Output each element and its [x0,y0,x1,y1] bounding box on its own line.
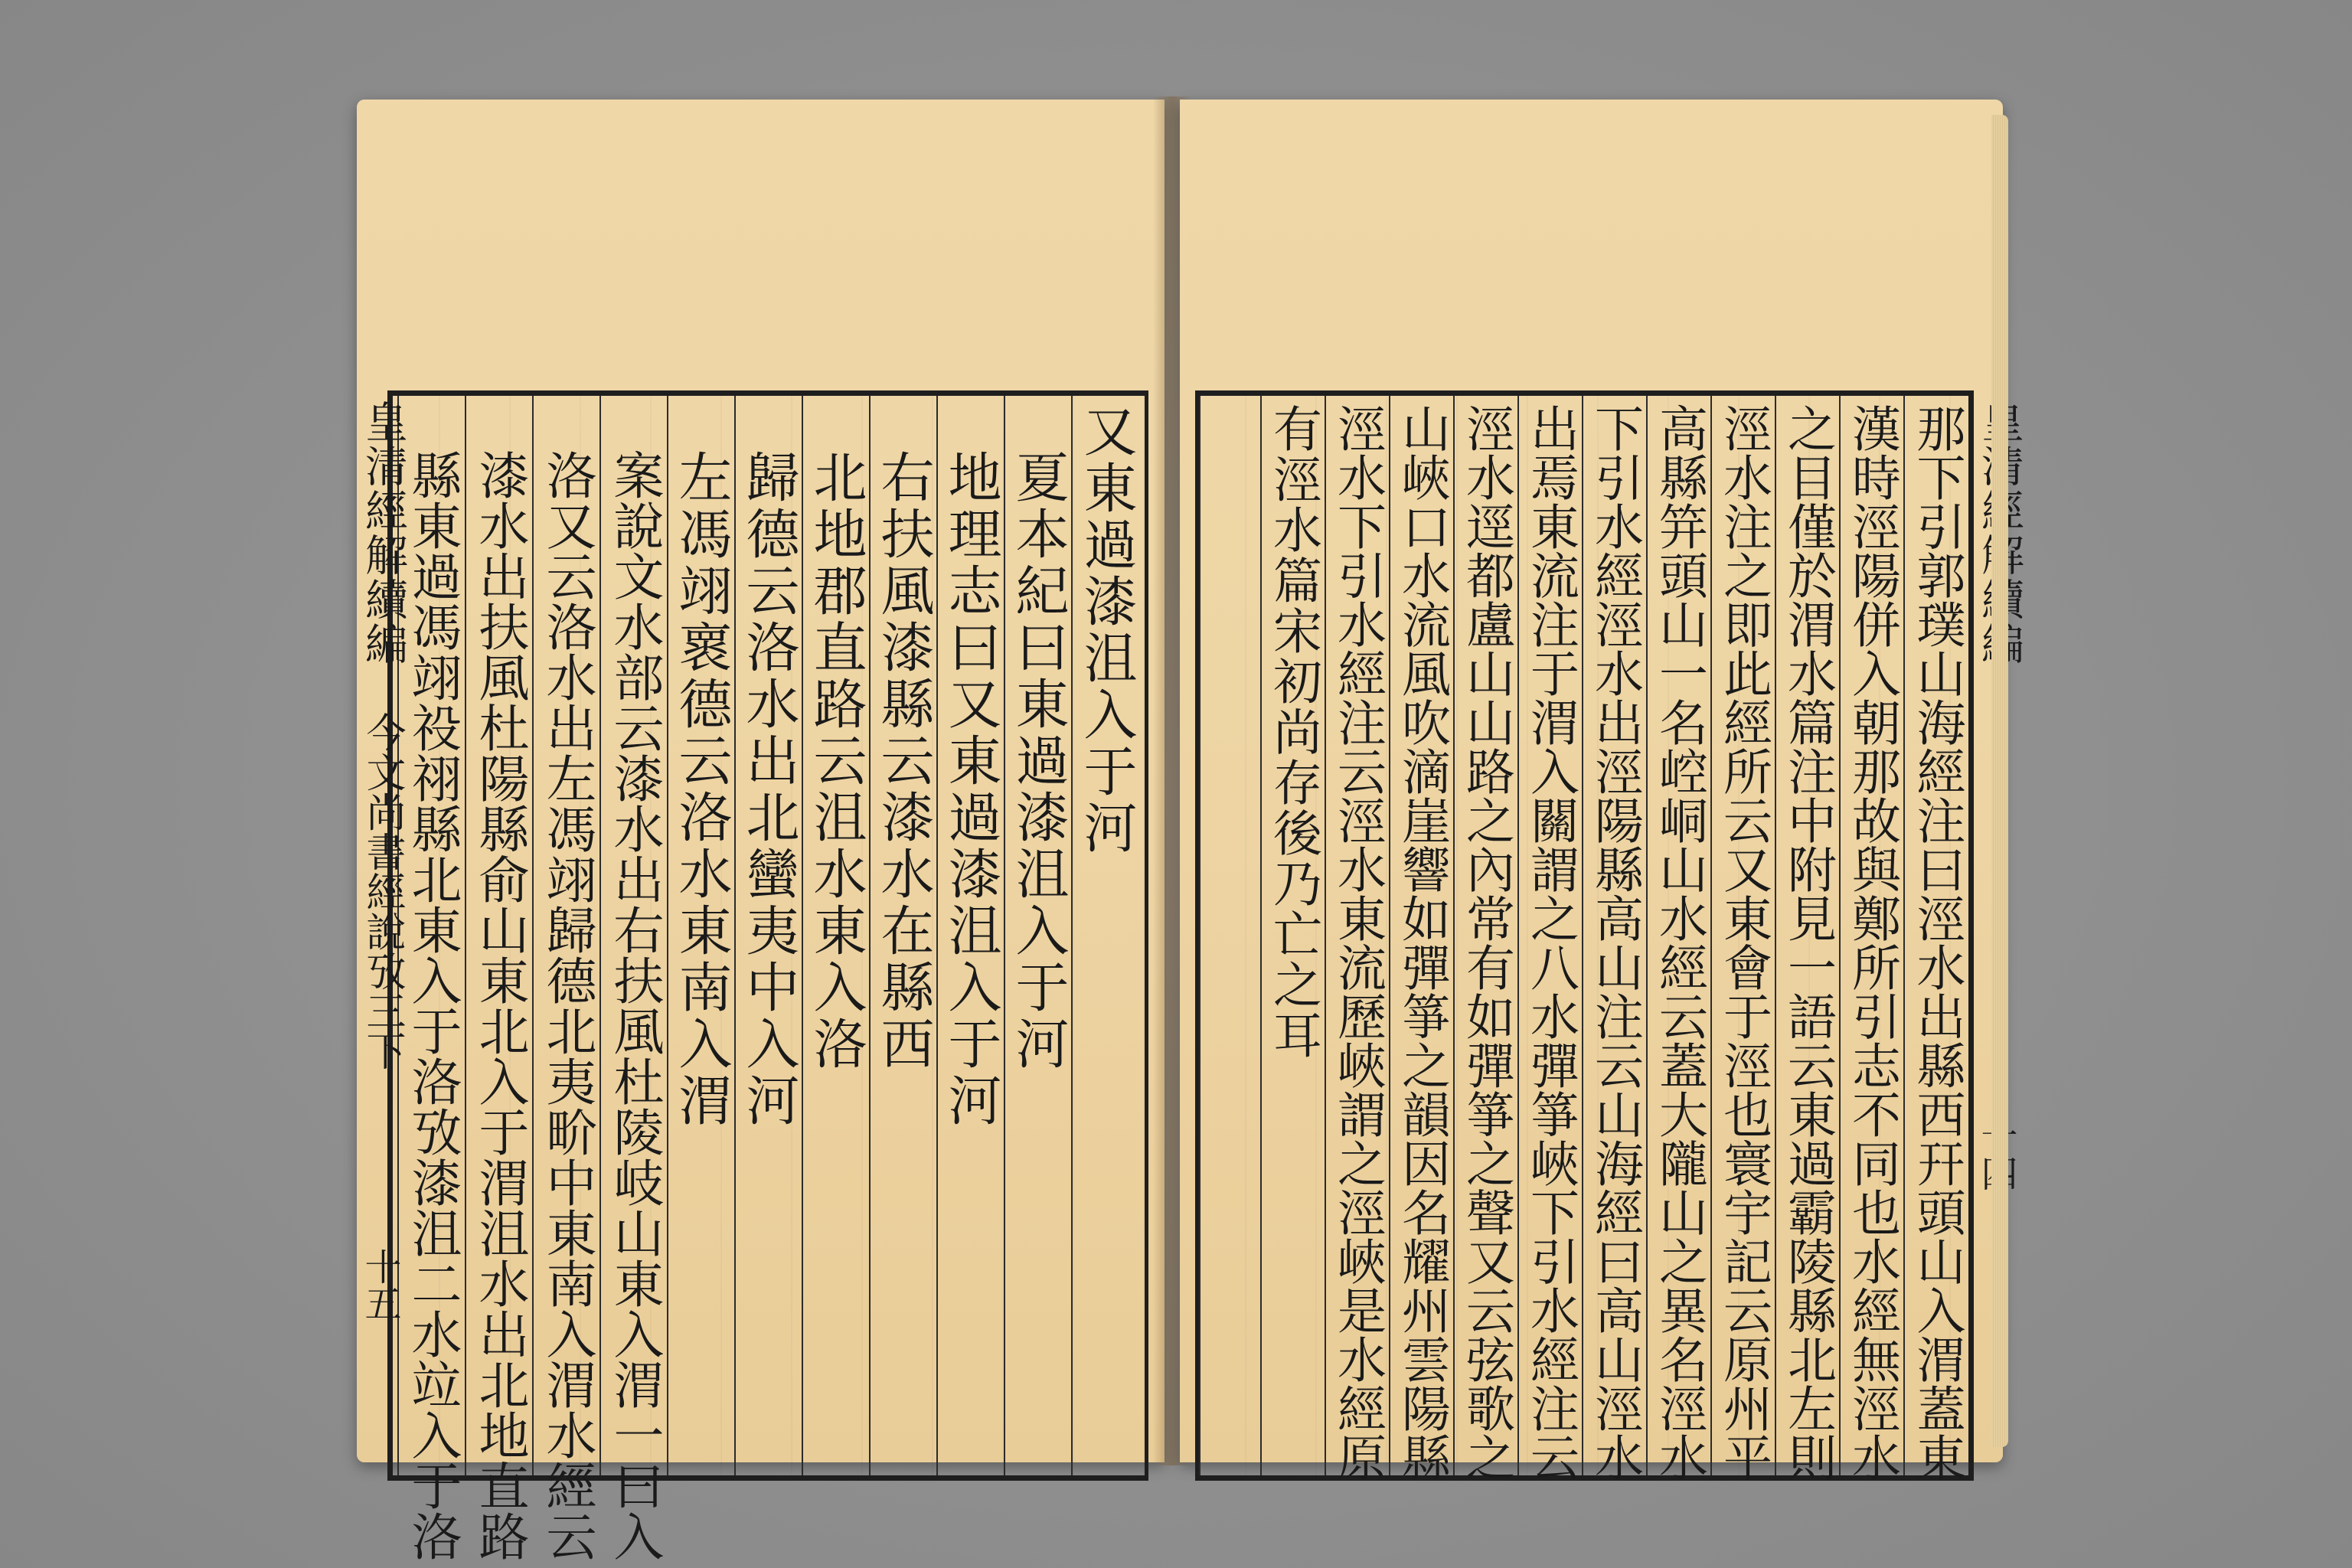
text-column [1582,396,1646,1481]
column-text: 夏本紀曰東過漆沮入于河 [1007,449,1070,1073]
text-column [1004,396,1071,1475]
column-text: 漆水出扶風杜陽縣俞山東北入于渭沮水出北地直路 [470,449,529,1561]
text-column [667,396,734,1475]
column-text: 山峽口水流風吹滴崖響如彈箏之韻因名耀州雲陽縣 [1393,403,1450,1481]
page-edges [1991,115,2008,1447]
left-page [357,100,1165,1561]
column-text: 出焉東流注于渭入關謂之八水彈箏峽下引水經注云 [1522,403,1579,1481]
open-book [357,92,2003,1561]
right-page-frame [1195,390,1974,1481]
column-text: 北地郡直路云沮水東入洛 [805,449,867,1073]
text-column [465,396,532,1561]
text-column [599,396,667,1561]
column-text: 涇水注之即此經所云又東會于涇也寰宇記云原州平 [1715,403,1772,1481]
column-text: 涇水下引水經注云涇水東流歷峽謂之涇峽是水經原 [1329,403,1386,1481]
text-column [1071,396,1140,1475]
right-page [1180,100,2003,1481]
text-column [1775,396,1839,1481]
column-text: 案說文水部云漆水出右扶風杜陵岐山東入渭一曰入 [605,449,664,1561]
text-column [734,396,802,1475]
column-text: 右扶風漆縣云漆水在縣西 [872,449,935,1073]
text-column [1517,396,1582,1481]
margin-book-title: 皇清經解續編 [358,400,408,666]
column-text: 縣東過馮翊祋祤縣北東入于洛攷漆沮二水竝入于洛 [403,449,462,1561]
column-text: 地理志曰又東過漆沮入于河 [939,449,1002,1129]
text-column-empty [1199,396,1260,1475]
text-column [532,396,599,1561]
text-column [1453,396,1517,1481]
text-column [936,396,1004,1475]
column-text: 又東過漆沮入于河 [1075,403,1138,857]
column-text: 洛又云洛水出左馮翊歸德北夷畍中東南入渭水經云 [537,449,596,1561]
column-text: 高縣笄頭山一名崆峒山水經云蓋大隴山之異名涇水 [1651,403,1707,1481]
text-column [1389,396,1453,1481]
column-text: 歸德云洛水出北蠻夷中入河 [737,449,800,1129]
text-column [1839,396,1903,1481]
column-text: 有涇水篇宋初尚存後乃亡之耳 [1265,403,1321,1060]
column-text: 涇水逕都盧山山路之內常有如彈箏之聲又云弦歌之 [1458,403,1514,1481]
text-column [869,396,936,1475]
margin-folio: 十五 [358,1248,401,1321]
column-text: 左馮翊褱德云洛水東南入渭 [670,449,733,1129]
column-text: 之目僅於渭水篇注中附見一語云東過霸陵縣北左則 [1779,403,1836,1481]
text-column [1646,396,1710,1481]
text-column [1903,396,1968,1481]
column-text: 那下引郭璞山海經注曰涇水出縣西幵頭山入渭蓋東 [1908,403,1965,1481]
left-page-frame [387,390,1148,1561]
text-column [1260,396,1325,1475]
column-text: 下引水經涇水出涇陽縣高山注云山海經曰高山涇水 [1586,403,1643,1481]
text-column [802,396,869,1475]
column-text: 漢時涇陽併入朝那故與鄭所引志不同也水經無涇水 [1844,403,1900,1481]
text-column [1325,396,1389,1481]
margin-section-title: 今文尚書經說攷三下 [359,712,405,1070]
text-column [1710,396,1775,1481]
